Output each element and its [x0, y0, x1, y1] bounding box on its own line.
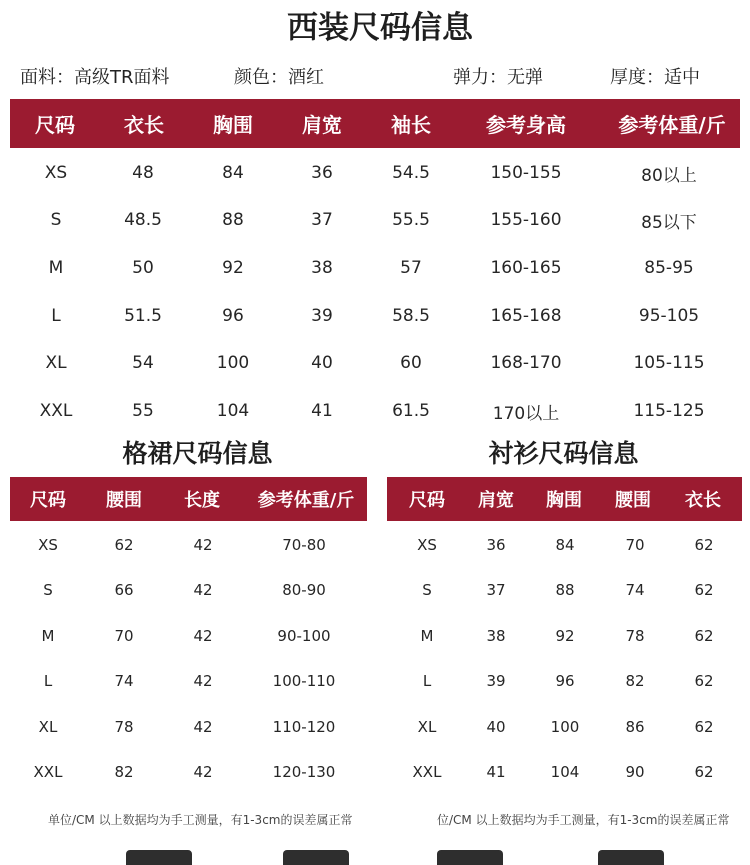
elasticity-info: 弹力：无弹: [453, 67, 543, 88]
shirt-table-cell: XS: [417, 536, 437, 554]
skirt-table-cell: S: [43, 581, 53, 599]
shirt-table-cell: M: [420, 627, 434, 645]
suit-table-cell: 39: [311, 306, 333, 326]
shirt-table-cell: 62: [694, 763, 714, 781]
suit-table-cell: 170以上: [492, 403, 560, 424]
suit-table-cell: 58.5: [392, 306, 430, 326]
suit-table-cell: 80以上: [641, 165, 697, 186]
suit-header-size: 尺码: [35, 113, 75, 137]
suit-table-cell: 60: [400, 353, 422, 373]
skirt-table-cell: 120-130: [272, 763, 336, 781]
color-info: 颜色：酒红: [234, 67, 324, 88]
shirt-table-cell: 38: [486, 627, 506, 645]
skirt-table-cell: XXL: [33, 763, 63, 781]
suit-header-chest: 胸围: [213, 113, 253, 137]
suit-table-cell: 38: [311, 258, 333, 278]
shirt-table-cell: XXL: [412, 763, 442, 781]
garment-preview-2: [283, 850, 349, 865]
suit-table-cell: 54.5: [392, 163, 430, 183]
shirt-table-cell: 86: [625, 718, 645, 736]
shirt-table-cell: 62: [694, 672, 714, 690]
suit-header-shoulder: 肩宽: [302, 113, 342, 137]
shirt-table-cell: 39: [486, 672, 506, 690]
skirt-table-cell: XS: [38, 536, 58, 554]
shirt-table-cell: 62: [694, 581, 714, 599]
suit-table-cell: 115-125: [633, 401, 705, 421]
skirt-table-cell: 100-110: [272, 672, 336, 690]
suit-table-cell: 85以下: [641, 212, 697, 233]
thickness-info: 厚度：适中: [610, 67, 700, 88]
suit-table-header: [10, 99, 740, 148]
shirt-table-cell: XL: [417, 718, 437, 736]
skirt-table-cell: M: [41, 627, 55, 645]
suit-table-cell: 95-105: [638, 306, 700, 326]
shirt-table-cell: 62: [694, 536, 714, 554]
skirt-table-cell: 74: [114, 672, 134, 690]
skirt-table-cell: 70-80: [282, 536, 326, 554]
skirt-table-cell: 42: [193, 672, 213, 690]
suit-table-cell: 41: [311, 401, 333, 421]
shirt-table-cell: 40: [486, 718, 506, 736]
suit-table-cell: 36: [311, 163, 333, 183]
skirt-table-cell: XL: [38, 718, 58, 736]
suit-table-cell: 55: [132, 401, 154, 421]
shirt-measure-note: 位/CM 以上数据均为手工测量，有1-3cm的误差属正常: [437, 813, 730, 827]
skirt-header-waist: 腰围: [106, 490, 142, 511]
shirt-header-size: 尺码: [409, 490, 445, 511]
skirt-table-cell: 42: [193, 536, 213, 554]
skirt-table-cell: 78: [114, 718, 134, 736]
skirt-table-cell: 70: [114, 627, 134, 645]
suit-table-cell: 150-155: [490, 163, 562, 183]
suit-table-cell: XL: [45, 353, 67, 373]
shirt-table-cell: 84: [555, 536, 575, 554]
suit-title: 西装尺码信息: [287, 10, 473, 46]
skirt-table-cell: 90-100: [277, 627, 331, 645]
suit-table-cell: 165-168: [490, 306, 562, 326]
skirt-table-cell: 62: [114, 536, 134, 554]
skirt-table-cell: L: [43, 672, 53, 690]
suit-table-cell: 105-115: [633, 353, 705, 373]
shirt-table-cell: 41: [486, 763, 506, 781]
suit-table-cell: 50: [132, 258, 154, 278]
shirt-table-cell: 78: [625, 627, 645, 645]
shirt-table-cell: 62: [694, 627, 714, 645]
suit-table-cell: 48.5: [124, 210, 162, 230]
shirt-title: 衬衫尺码信息: [488, 439, 639, 468]
shirt-header-chest: 胸围: [546, 490, 582, 511]
suit-header-sleeve: 袖长: [391, 113, 431, 137]
garment-preview-3: [437, 850, 503, 865]
shirt-table-cell: L: [422, 672, 432, 690]
shirt-table-cell: 36: [486, 536, 506, 554]
suit-table-cell: 61.5: [392, 401, 430, 421]
suit-table-cell: 85-95: [644, 258, 694, 278]
suit-table-cell: XXL: [39, 401, 73, 421]
skirt-table-cell: 66: [114, 581, 134, 599]
shirt-table-header: [387, 477, 742, 521]
suit-table-cell: 100: [216, 353, 250, 373]
shirt-header-shoulder: 肩宽: [478, 490, 514, 511]
shirt-table-cell: S: [422, 581, 432, 599]
shirt-table-cell: 70: [625, 536, 645, 554]
suit-table-cell: 84: [222, 163, 244, 183]
suit-table-cell: 40: [311, 353, 333, 373]
suit-table-cell: 57: [400, 258, 422, 278]
skirt-header-size: 尺码: [30, 490, 66, 511]
suit-table-cell: 55.5: [392, 210, 430, 230]
shirt-table-cell: 100: [550, 718, 580, 736]
suit-table-cell: 168-170: [490, 353, 562, 373]
shirt-header-length: 衣长: [685, 490, 721, 511]
suit-header-height: 参考身高: [486, 113, 566, 137]
shirt-table-cell: 37: [486, 581, 506, 599]
suit-table-cell: 37: [311, 210, 333, 230]
shirt-table-cell: 74: [625, 581, 645, 599]
garment-preview-1: [126, 850, 192, 865]
suit-header-length: 衣长: [124, 113, 164, 137]
shirt-table-cell: 88: [555, 581, 575, 599]
shirt-header-waist: 腰围: [615, 490, 651, 511]
suit-table-cell: 160-165: [490, 258, 562, 278]
skirt-header-length: 长度: [184, 490, 220, 511]
suit-table-cell: M: [48, 258, 64, 278]
skirt-header-weight: 参考体重/斤: [257, 490, 355, 511]
skirt-table-cell: 82: [114, 763, 134, 781]
suit-table-cell: S: [50, 210, 62, 230]
fabric-info: 面料：高级TR面料: [20, 67, 170, 88]
skirt-table-cell: 110-120: [272, 718, 336, 736]
shirt-table-cell: 90: [625, 763, 645, 781]
suit-table-cell: 92: [222, 258, 244, 278]
suit-table-cell: 51.5: [124, 306, 162, 326]
suit-table-cell: 48: [132, 163, 154, 183]
skirt-title: 格裙尺码信息: [122, 439, 273, 468]
suit-table-cell: 96: [222, 306, 244, 326]
skirt-table-cell: 42: [193, 763, 213, 781]
skirt-table-cell: 42: [193, 581, 213, 599]
suit-header-weight: 参考体重/斤: [618, 113, 726, 137]
skirt-table-cell: 80-90: [282, 581, 326, 599]
skirt-table-cell: 42: [193, 627, 213, 645]
suit-table-cell: XS: [44, 163, 68, 183]
suit-table-cell: 54: [132, 353, 154, 373]
shirt-table-cell: 92: [555, 627, 575, 645]
suit-table-cell: L: [51, 306, 61, 326]
shirt-table-cell: 96: [555, 672, 575, 690]
skirt-table-cell: 42: [193, 718, 213, 736]
shirt-table-cell: 82: [625, 672, 645, 690]
shirt-table-cell: 104: [550, 763, 580, 781]
skirt-table-header: [10, 477, 367, 521]
suit-table-cell: 88: [222, 210, 244, 230]
garment-preview-4: [598, 850, 664, 865]
skirt-measure-note: 单位/CM 以上数据均为手工测量，有1-3cm的误差属正常: [48, 813, 353, 827]
suit-table-cell: 155-160: [490, 210, 562, 230]
shirt-table-cell: 62: [694, 718, 714, 736]
suit-table-cell: 104: [216, 401, 250, 421]
